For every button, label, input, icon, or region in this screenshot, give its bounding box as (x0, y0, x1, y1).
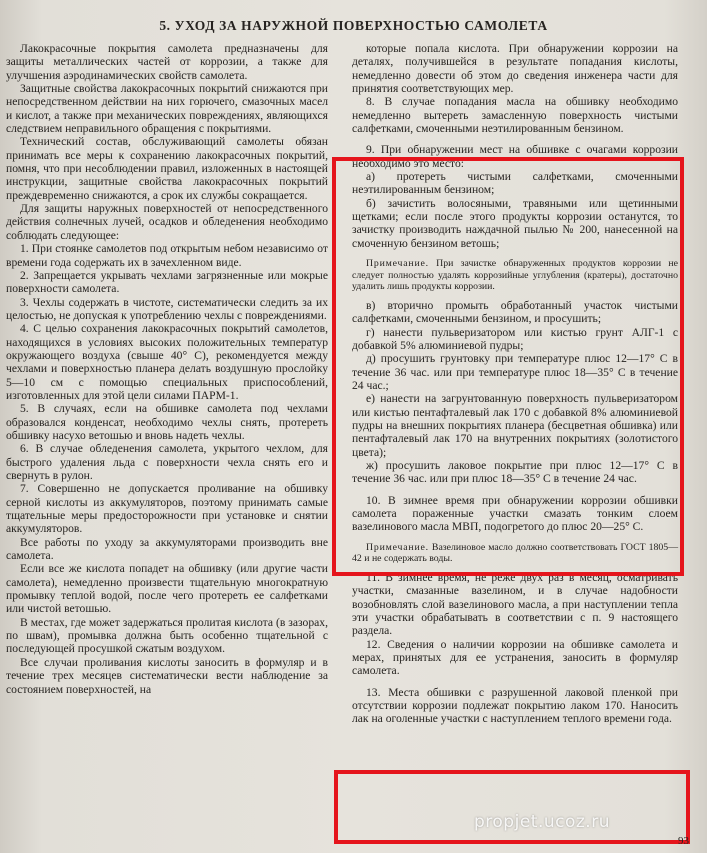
paragraph: Если все же кислота попадет на обшивку (или другие части самолета), немедленно произвести тщательную многократную промывку теплой водой, после чего протереть ее салфетками или чистой ветошью. (6, 562, 328, 616)
watermark: propjet.ucoz.ru (474, 812, 610, 832)
note-text: Вазелиновое масло должно соответствовать ГОСТ 1805—42 и не содержать воды. (352, 541, 678, 565)
paragraph: е) нанести на загрунтованную поверхность пульверизатором или кистью пентафталевый лак 170 с добавкой 8% алюминиевой пудры на внешних покрытиях планера (бесцветная обшивка) или пентафталевый лак 170 на внутренних покрытиях (золотистого цвета); (352, 392, 678, 459)
highlight-box-lacquer (334, 770, 690, 844)
paragraph: 8. В случае попадания масла на обшивку необходимо немедленно вытереть замасленную поверхность чистыми салфетками, смоченными неэтилированным бензином. (352, 95, 678, 136)
paragraph: ж) просушить лаковое покрытие при плюс 12—17° С в течение 36 час. или при плюс 18—35° С в течение 24 час. (352, 459, 678, 486)
paragraph: 4. С целью сохранения лакокрасочных покрытий самолетов, находящихся в условиях высоких положительных температур окружающего воздуха (свыше 40° С), рекомендуется между чехлами и поверхностью планера делать воздушную прослойку 5—10 см с помощью специальных приспособлений, изготовленных для этой цели силами ПАРМ-1. (6, 322, 328, 402)
note-label: Примечание. (366, 541, 429, 553)
page-number: 93 (678, 835, 689, 847)
paragraph: Технический состав, обслуживающий самолеты обязан принимать все меры к сохранению лакокрасочных покрытий, помня, что при несоблюдении правил, изложенных в настоящей инструкции, защитные свойства лакокрасочных покрытий преждевременно снижаются, а срок их службы сокращается. (6, 135, 328, 202)
paragraph: 6. В случае обледенения самолета, укрытого чехлом, для быстрого удаления льда с поверхности чехла снять его и свернуть в рулон. (6, 442, 328, 482)
paragraph: г) нанести пульверизатором или кистью грунт АЛГ-1 с добавкой 5% алюминиевой пудры; (352, 325, 678, 352)
paragraph: 7. Совершенно не допускается проливание на обшивку серной кислоты из аккумуляторов, поэтому принимать самые тщательные меры предосторожности при установке и снятии аккумуляторов. (6, 482, 328, 536)
highlight-box-corrosion (332, 157, 684, 576)
paragraph: В местах, где может задержаться пролитая кислота (в зазорах, по швам), промывка должна быть особенно тщательной с последующей просушкой сжатым воздухом. (6, 615, 328, 656)
paragraph: 10. В зимнее время при обнаружении коррозии обшивки самолета пораженные участки смазать тонким слоем вазелинового масла МВП, подогретого до плюс 20—25° С. (352, 493, 678, 534)
paragraph: Все случаи проливания кислоты заносить в формуляр и в течение трех месяцев систематически вести наблюдение за состоянием поверхностей, на (6, 655, 328, 696)
paragraph: в) вторично промыть обработанный участок чистыми салфетками, смоченными бензином, и просушить; (352, 298, 678, 326)
paragraph: 13. Места обшивки с разрушенной лаковой пленкой при отсутствии коррозии подлежат покрытию лаком 170. Наносить лак на оголенные участки с наступлением теплого времени года. (352, 685, 678, 726)
paragraph: 1. При стоянке самолетов под открытым небом независимо от времени года содержать их в зачехленном виде. (6, 242, 328, 269)
paragraph: а) протереть чистыми салфетками, смоченными неэтилированным бензином; (352, 170, 678, 197)
paragraph: 5. В случаях, если на обшивке самолета под чехлами образовался конденсат, необходимо чехлы снять, протереть обшивку насухо ветошью и вновь надеть чехлы. (6, 402, 328, 442)
section-title: 5. УХОД ЗА НАРУЖНОЙ ПОВЕРХНОСТЬЮ САМОЛЕТА (159, 18, 548, 33)
paragraph: 2. Запрещается укрывать чехлами загрязненные или мокрые поверхности самолета. (6, 268, 328, 296)
paragraph: б) зачистить волосяными, травяными или щетинными щетками; если после этого продукты коррозии останутся, то зачистку производить наждачной пылью № 200, нанесенной на смоченную бензином ветошь; (352, 196, 678, 250)
paragraph: Все работы по уходу за аккумуляторами производить вне самолета. (6, 535, 328, 563)
paragraph: 11. В зимнее время, не реже двух раз в месяц, осматривать участки, смазанные вазелином, и в случае надобности возобновлять слой вазелинового масла, а при наступлении тепла эти участки обрабатывать в соответствии с п. 9 настоящего раздела. (352, 570, 678, 638)
paragraph: Для защиты наружных поверхностей от непосредственного действия солнечных лучей, осадков и обледенения необходимо соблюдать следующее: (6, 202, 328, 242)
note-text: При зачистке обнаруженных продуктов коррозии не следует полностью удалять коррозийные углубления (кратеры), достаточно удалить лишь продукты коррозии. (352, 258, 678, 293)
note-label: Примечание. (366, 258, 429, 270)
paragraph: д) просушить грунтовку при температуре плюс 12—17° С в течение 36 час. или при температуре плюс 18—35° С в течение 24 час.; (352, 352, 678, 392)
paragraph: 12. Сведения о наличии коррозии на обшивке самолета и мерах, принятых для ее устранения, заносить в формуляр самолета. (352, 637, 678, 678)
paragraph: Защитные свойства лакокрасочных покрытий снижаются при непосредственном действии на них горючего, смазочных масел и кислот, а также при механических повреждениях, являющихся следствием неправильного обращения с покрытиями. (6, 82, 328, 136)
paragraph: которые попала кислота. При обнаружении коррозии на деталях, получившейся в результате попадания кислоты, немедленно довести об этом до сведения инженера части для принятия соответствующих мер. (352, 42, 678, 96)
paragraph: 3. Чехлы содержать в чистоте, систематически следить за их целостью, не допуская к употреблению чехлы с повреждениями. (6, 295, 328, 322)
paragraph: Лакокрасочные покрытия самолета предназначены для защиты металлических частей от коррозии, а также для улучшения аэродинамических свойств самолета. (6, 42, 328, 82)
left-column (6, 42, 328, 696)
paragraph: 9. При обнаружении мест на обшивке с очагами коррозии необходимо это место: (352, 143, 678, 170)
